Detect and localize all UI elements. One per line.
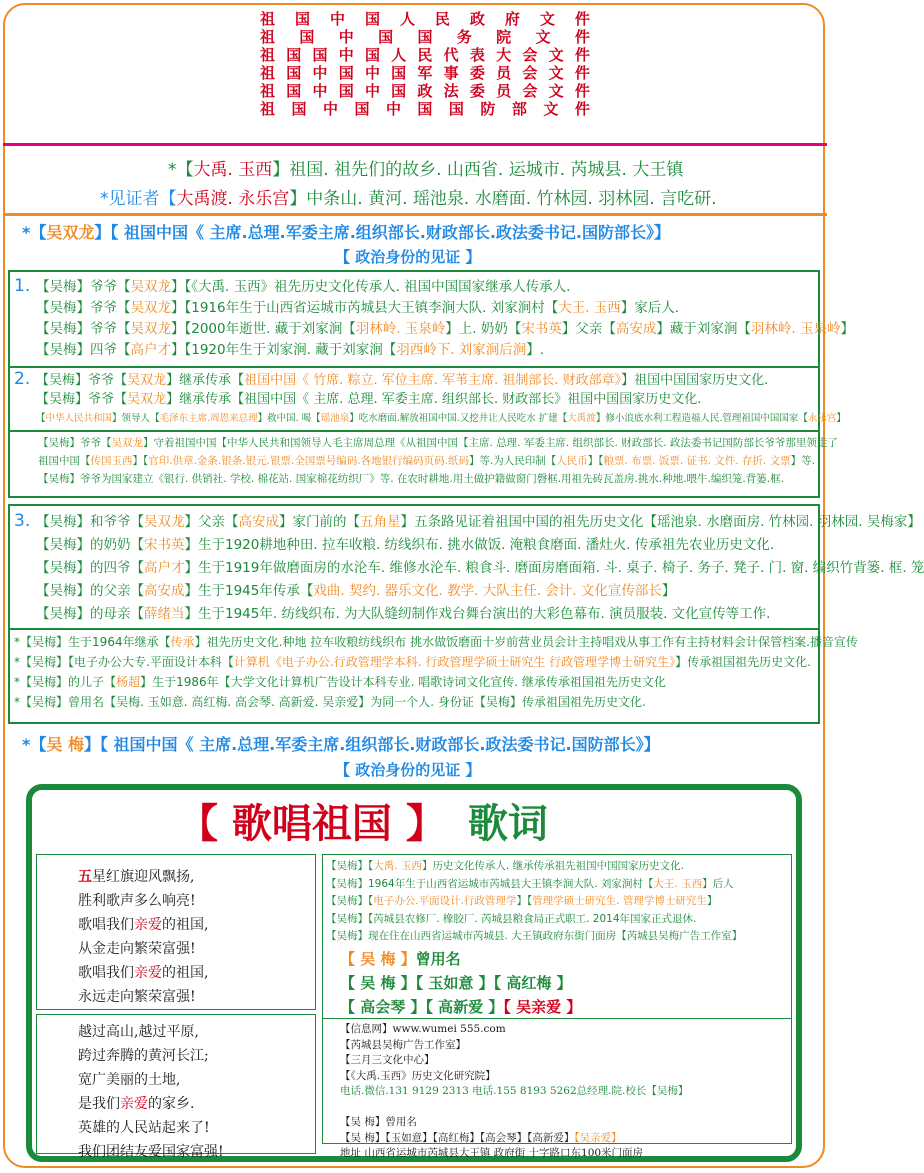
header-col-char: 政 [296,118,297,119]
list-item [326,928,788,946]
header-col-char: 务 [297,118,298,119]
header-col-char: 国 [273,118,274,119]
header-col-char: 国 [274,118,275,119]
poem-line: 越过高山,越过平原, [78,1024,199,1040]
header-col-char: 国 [278,118,279,119]
song-title: 【 歌唱祖国 】 歌词 [178,801,548,847]
header-char: 员 [496,64,512,82]
header-char: 国 [391,82,407,100]
header-col-char: 件 [319,118,320,119]
list-item [14,672,820,692]
header-col-char: 国 [288,118,289,119]
header-divider [3,143,827,146]
item-text: *【吴梅】曾用名【吴梅. 玉如意. 高红梅. 高会琴. 高新爱. 吴亲爱】为同一个人. 身份证【吴梅】传承祖国祖先历史文化. [14,695,646,709]
info-line: 【《大禹.玉西》历史文化研究院】 [340,1069,496,1082]
header-char: 军 [417,64,433,82]
header-col-char: 部 [307,118,308,119]
poem-line: 跨过奔腾的黄河长江; [78,1048,209,1064]
header-col-char: 政 [293,118,294,119]
info-line: 【信息网】www.wumei 555.com [340,1023,506,1035]
header-col-char: 国 [276,118,277,119]
info-line [340,1100,790,1116]
header-char: 国 [286,64,302,82]
header-col-char: 人 [284,118,285,119]
title-wushuanglong-sub: 【 政治身份的见证 】 [335,248,481,266]
header-col-char: 文 [318,118,319,119]
header-col-char: 委 [304,118,305,119]
item-text: *【吴梅】生于1964年继承【传承】祖先历史文化.种地 拉车收粮纺线织布 挑水做饭磨面十岁前营业员会计主持唱戏从事工作有主持材料会计保管档案.播音宣传 [14,635,858,649]
section-4 [14,632,858,712]
intro-line-2: *见证者【大禹渡. 永乐宫】中条山. 黄河. 瑶池泉. 水磨面. 竹林园. 羽林园. 言吃研. [100,189,717,209]
list-item [14,534,820,557]
header-col-char: 件 [320,118,321,119]
item-number: 2. [14,369,31,389]
header-char: 件 [574,64,590,82]
header-char: 中 [385,100,401,118]
header-char: 件 [574,10,590,28]
header-char: 中 [364,82,380,100]
header-char: 文 [535,28,551,46]
poem-line: 英雄的人民站起来了! [78,1120,210,1136]
header-col-char: 文 [315,118,316,119]
divider-2 [8,430,820,432]
list-item [326,858,788,876]
header-col-char: 国 [270,118,271,119]
header-col-char: 人 [291,118,292,119]
header-col-char: 国 [268,118,269,119]
header-char: 国 [312,46,328,64]
bio-list [326,858,788,946]
header-char: 件 [574,82,590,100]
item-text: 【吴梅】爷爷为国家建立《银行. 供销社. 学校. 棉花站. 国家棉花纺织厂》等. 在农时耕地.用土做护籍做窗门磬框.用祖先砖瓦盖房.挑水.种地.喂牛.编织笼.背篓.框. [38,473,784,485]
section-2 [14,369,846,428]
header-col-char: 防 [305,118,306,119]
header-col-char: 中 [281,118,282,119]
poem-line: 胜利歌声多么响亮! [78,893,196,909]
item-text: 【吴梅】四爷【高户才】【1920年生于刘家涧. 藏于刘家涧【羽西岭下. 刘家涧后涧】. [36,342,545,358]
header-char: 祖 [260,10,276,28]
header-col-char: 法 [299,118,300,119]
header-char: 祖 [260,82,276,100]
item-text: 【吴梅】现在住在山西省运城市芮城县. 大王镇政府东街门面房【芮城县吴梅广告工作室】 [326,930,743,942]
header-char: 国 [286,46,302,64]
item-text: 【吴梅】爷爷【吴双龙】【2000年逝世. 藏于刘家涧【羽林岭. 玉泉岭】上. 奶奶【宋书英】父亲【高安成】藏于刘家涧【羽林岭. 玉泉岭】 [36,321,854,337]
header-char: 国 [364,46,380,64]
header-col-char: 国 [287,118,288,119]
header-char: 国 [286,82,302,100]
header-char: 国 [378,28,394,46]
header-col-char: 国 [285,118,286,119]
section-3 [14,510,924,626]
item-text: 【吴梅】爷爷【吴双龙】继承传承【祖国中国《 竹席. 粽立. 军位主席. 军苇主席. 祖制部长. 财政部章》】祖国中国国家历史文化. [36,373,769,388]
header-col-char: 会 [310,118,311,119]
section-1 [14,276,854,361]
header-char: 件 [574,100,590,118]
header-char: 国 [354,100,370,118]
item-text: 【吴梅】的父亲【高安成】生于1945年传承【戏曲. 契约. 器乐文化. 教学. 大队主任. 会计. 文化宣传部长】 [36,583,676,599]
header-char: 人 [399,10,415,28]
header-char: 代 [443,46,459,64]
header-char: 员 [496,82,512,100]
header-char: 政 [469,10,485,28]
list-item [326,911,788,929]
info-line: 电话.微信.131 9129 2313 电话.155 8193 5262总经理.院.校长【吴梅】 [340,1085,689,1097]
header-col-char: 祖 [263,118,264,119]
item-text: 【吴梅】【芮城县农修厂. 橡胶厂. 芮城县粮食局正式职工. 2014年国家正式退休. [326,912,697,925]
header-char: 委 [469,82,485,100]
header-char: 中 [329,10,345,28]
header-char: 人 [391,46,407,64]
list-item [14,409,846,428]
list-item [326,893,788,911]
header-col-char: 部 [311,118,312,119]
header-col-char: 祖 [262,118,263,119]
header-col-char: 件 [322,118,323,119]
header-columns [260,118,590,119]
info-line: 【三月三文化中心】 [340,1054,435,1066]
poem-line: 是我们亲爱的家乡. [78,1096,195,1112]
header-col-char: 部 [312,118,313,119]
list-item [14,510,921,534]
header-col-char: 财 [295,118,296,119]
header-col-char: 文 [316,118,317,119]
item-text: 【吴梅】【电子办公.平面设计.行政管理学】【管理学硕士研究生. 管理学博士研究生】 [326,895,718,907]
list-item [14,319,854,340]
header-col-char: 民 [290,118,291,119]
header-char: 民 [434,10,450,28]
list-item [14,632,858,652]
section-2b [38,434,838,488]
header-col-char: 祖 [260,118,261,119]
header-char: 院 [496,28,512,46]
header-char: 祖 [260,46,276,64]
header-char: 中 [312,82,328,100]
divider-1 [8,366,820,368]
header-char: 祖 [260,28,276,46]
header-col-char: 件 [321,118,322,119]
header-char: 务 [456,28,472,46]
divider-3 [8,628,820,630]
header-char: 部 [511,100,527,118]
poem-verse-2 [78,1020,224,1164]
intro-line-1: *【大禹. 玉西】祖国. 祖先们的故乡. 山西省. 运城市. 芮城县. 大王镇 [168,160,684,180]
list-item [14,692,820,712]
header-char: 国 [294,10,310,28]
alias-title: 【 吴 梅 】曾用名 [340,950,461,968]
list-item [14,580,820,603]
header-char: 国 [391,64,407,82]
header-char: 会 [522,64,538,82]
poem-line: 五星红旗迎风飘扬, [78,869,195,885]
header-char: 件 [574,46,590,64]
item-number: 1. [14,276,31,296]
header-col-char: 文 [308,118,309,119]
document-header [260,10,590,138]
header-char: 会 [522,82,538,100]
poem-verse-1 [78,865,208,1009]
header-char: 国 [338,82,354,100]
list-item [14,652,820,672]
header-col-char: 件 [314,118,315,119]
header-col-char: 事 [298,118,299,119]
header-col-char: 国 [275,118,276,119]
header-char: 祖 [260,100,276,118]
header-col-char: 中 [283,118,284,119]
list-item [38,452,818,470]
header-char: 中 [338,28,354,46]
header-col-char: 军 [292,118,293,119]
alias-row-2: 【 高会琴 】【 高新爱 】【 吴亲爱 】 [340,998,582,1016]
header-char: 件 [574,28,590,46]
poem-line: 歌唱我们亲爱的祖国, [78,965,209,981]
header-col-char: 国 [289,118,290,119]
header-row [260,46,590,64]
contact-info [340,1022,790,1162]
item-text: 【吴梅】爷爷【吴双龙】继承传承【祖国中国《 主席. 总理. 军委主席. 组织部长. 财政部长》祖国中国国家历史文化. [36,392,702,407]
item-text: *【吴梅】【电子办公大专.平面设计本科【计算机《电子办公.行政管理学本科. 行政管理学硕士研究生 行政管理学博士研究生》】传承祖国祖先历史文化. [14,655,811,669]
header-col-char: 中 [279,118,280,119]
header-row [260,28,590,46]
info-line: 地址 山西省运城市芮城县大王镇 政府街 十字路口东100米门面房 [340,1147,644,1159]
list-item [326,876,788,894]
info-divider [322,1018,792,1019]
info-line: 【吴 梅】【玉如意】【高红梅】【高会琴】【高新爱】【吴亲爱】 [340,1131,622,1144]
header-col-char: 国 [277,118,278,119]
header-char: 事 [443,64,459,82]
header-row [260,10,590,28]
header-char: 国 [338,64,354,82]
item-text: 【吴梅】【大禹. 玉西】历史文化传承人. 继承传承祖先祖国中国国家历史文化. [326,860,684,872]
info-line: 【芮城县吴梅广告工作室】 [340,1038,466,1051]
list-item [14,390,820,409]
header-col-char: 员 [303,118,304,119]
list-item [14,276,820,298]
header-char: 国 [448,100,464,118]
item-text: 【吴梅】爷爷【吴双龙】守着祖国中国【中华人民共和国领导人毛主席周总理《从祖国中国【主席. 总理. 军委主席. 组织部长. 财政部长. 政法委书记国防部长爷爷那里领走了 [38,437,838,449]
header-char: 国 [417,100,433,118]
header-col-char: 中 [280,118,281,119]
list-item [38,434,838,452]
header-col-char: 祖 [261,118,262,119]
header-char: 国 [417,28,433,46]
item-text: 【吴梅】和爷爷【吴双龙】父亲【高安成】家门前的【五角星】五条路见证着祖国中国的祖先历史文化【瑶池泉. 水磨面房. 竹林园. 羽林园. 吴梅家】 [36,514,921,530]
item-text: 【吴梅】1964年生于山西省运城市芮城县大王镇李涧大队. 刘家涧村【大王. 玉西】后人 [326,877,734,890]
title-wumei: *【吴 梅】【 祖国中国《 主席.总理.军委主席.组织部长.财政部长.政法委书记.国防部长》】 [22,735,660,754]
item-text: 【吴梅】爷爷【吴双龙】【1916年生于山西省运城市芮城县大王镇李涧大队. 刘家涧村【大王. 玉西】家后人. [36,300,680,316]
header-col-char: 国 [267,118,268,119]
header-row [260,100,590,118]
header-col-char: 文 [317,118,318,119]
header-col-char: 祖 [265,118,266,119]
header-col-char: 文 [313,118,314,119]
header-char: 会 [522,46,538,64]
alias-row-1: 【 吴 梅 】【 玉如意 】【 高红梅 】 [340,974,572,992]
header-char: 大 [496,46,512,64]
header-char: 法 [443,82,459,100]
poem-line: 歌唱我们亲爱的祖国, [78,917,209,933]
list-item [14,340,820,361]
header-col-char: 祖 [264,118,265,119]
item-text: 【吴梅】的母亲【薛绪当】生于1945年. 纺线织布. 为大队缝纫制作戏台舞台演出的大彩色幕布. 演员服装. 文化宣传等工作. [36,606,771,622]
header-char: 祖 [260,64,276,82]
title-wushuanglong: *【吴双龙】【 祖国中国《 主席.总理.军委主席.组织部长.财政部长.政法委书记.国防部长》】 [22,223,671,242]
header-char: 府 [504,10,520,28]
header-char: 中 [338,46,354,64]
item-text: 【中华人民共和国】领导人【毛泽东主席.周恩来总理】救中国. 喝【瑶池泉】吃水磨面.解放祖国中国.又挖井让人民吃水 扩建【大禹渡】修小浪底水利工程造福人民.管理祖国中国国家【永乐宫】 [36,413,846,424]
poem-line: 永远走向繁荣富强! [78,989,196,1005]
poem-line: 我们团结友爱国家富强! [78,1144,224,1160]
header-col-char: 国 [269,118,270,119]
item-text: 【吴梅】爷爷【吴双龙】【《大禹. 玉西》祖先历史文化传承人. 祖国中国国家继承人传承人. [36,279,571,295]
header-char: 国 [364,10,380,28]
header-row [260,64,590,82]
item-text: 祖国中国【传国玉西】【官印.供章.金条.银条.银元.银票.全国票号编码.各地银行编码页码.纸码】等.为人民印制【人民币】【粮票. 布票. 饭票. 证书. 文件. 存折. 文票】等. [38,455,815,467]
list-item [14,557,924,580]
header-char: 中 [312,64,328,82]
header-col-char: 中 [282,118,283,119]
header-col-char: 院 [309,118,310,119]
header-char: 中 [364,64,380,82]
header-char: 表 [469,46,485,64]
header-col-char: 件 [323,118,324,119]
item-text: *【吴梅】的儿子【杨超】生于1986年【大学文化计算机广告设计本科专业. 唱歌诗词文化宣传. 继承传承祖国祖先历史文化 [14,675,666,689]
header-char: 文 [539,10,555,28]
header-char: 政 [417,82,433,100]
header-char: 文 [548,64,564,82]
header-char: 防 [480,100,496,118]
header-char: 文 [548,46,564,64]
info-line: 【吴 梅】曾用名 [340,1116,417,1128]
intro-divider [3,213,827,216]
header-col-char: 部 [306,118,307,119]
header-char: 国 [291,100,307,118]
header-col-char: 织 [300,118,301,119]
poem-line: 从金走向繁荣富强! [78,941,196,957]
header-char: 中 [322,100,338,118]
header-row [260,82,590,100]
item-text: 【吴梅】的奶奶【宋书英】生于1920耕地种田. 拉车收粮. 纺线织布. 挑水做饭. 淹粮食磨面. 潘灶火. 传承祖先农业历史文化. [36,537,775,553]
item-text: 【吴梅】的四爷【高户才】生于1919年做磨面房的水沦车. 维修水沦车. 粮食斗. 磨面房磨面箱. 斗. 桌子. 椅子. 务子. 凳子. 门. 窗. 编织竹背篓. 框. 笼 [36,560,924,576]
item-number: 3. [14,511,31,531]
list-item [38,470,818,488]
header-col-char: 国 [271,118,272,119]
title-wumei-sub: 【 政治身份的见证 】 [335,761,481,779]
list-item [14,603,820,626]
header-char: 文 [543,100,559,118]
header-col-char: 国 [286,118,287,119]
header-col-char: 国 [266,118,267,119]
header-char: 委 [469,64,485,82]
header-char: 文 [548,82,564,100]
list-item [14,298,820,319]
header-col-char: 组 [294,118,295,119]
header-col-char: 政 [301,118,302,119]
poem-line: 宽广美丽的土地, [78,1072,181,1088]
header-col-char: 中 [272,118,273,119]
list-item [14,370,820,390]
header-char: 民 [417,46,433,64]
header-char: 国 [299,28,315,46]
header-col-char: 府 [302,118,303,119]
